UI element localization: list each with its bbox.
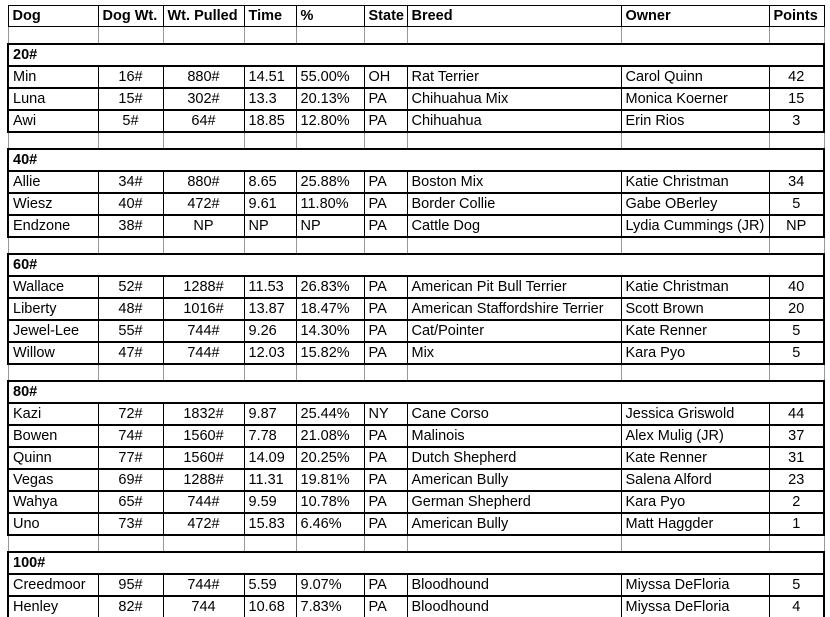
empty-cell bbox=[364, 132, 407, 149]
cell-dog: Bowen bbox=[8, 425, 98, 447]
cell-pct: 9.07% bbox=[296, 574, 364, 596]
cell-state: PA bbox=[364, 193, 407, 215]
table-row bbox=[8, 171, 824, 193]
cell-time: 14.51 bbox=[244, 66, 296, 88]
cell-points: 5 bbox=[769, 574, 824, 596]
cell-owner: Erin Rios bbox=[621, 110, 769, 132]
cell-pct: NP bbox=[296, 215, 364, 237]
cell-wt_pulled: 880# bbox=[163, 66, 244, 88]
cell-owner: Kate Renner bbox=[621, 447, 769, 469]
empty-cell bbox=[621, 364, 769, 381]
cell-state: PA bbox=[364, 447, 407, 469]
cell-time: 15.83 bbox=[244, 513, 296, 535]
section-row bbox=[8, 254, 824, 276]
empty-cell bbox=[769, 132, 824, 149]
cell-owner: Salena Alford bbox=[621, 469, 769, 491]
cell-owner: Carol Quinn bbox=[621, 66, 769, 88]
separator-row bbox=[8, 27, 824, 44]
empty-cell bbox=[244, 237, 296, 254]
empty-cell bbox=[8, 27, 98, 44]
empty-cell bbox=[769, 27, 824, 44]
cell-owner: Jessica Griswold bbox=[621, 403, 769, 425]
empty-cell bbox=[621, 132, 769, 149]
cell-dog_wt: 72# bbox=[98, 403, 163, 425]
cell-dog: Wahya bbox=[8, 491, 98, 513]
empty-cell bbox=[8, 132, 98, 149]
cell-time: 9.59 bbox=[244, 491, 296, 513]
column-header-dog: Dog bbox=[8, 6, 98, 27]
cell-points: 3 bbox=[769, 110, 824, 132]
section-label: 40# bbox=[8, 149, 824, 171]
cell-pct: 20.25% bbox=[296, 447, 364, 469]
cell-breed: American Staffordshire Terrier bbox=[407, 298, 621, 320]
cell-dog: Quinn bbox=[8, 447, 98, 469]
separator-row bbox=[8, 132, 824, 149]
section-label: 100# bbox=[8, 552, 824, 574]
empty-cell bbox=[621, 237, 769, 254]
cell-dog: Liberty bbox=[8, 298, 98, 320]
cell-state: PA bbox=[364, 469, 407, 491]
cell-time: 5.59 bbox=[244, 574, 296, 596]
section-label: 60# bbox=[8, 254, 824, 276]
cell-wt_pulled: 472# bbox=[163, 193, 244, 215]
section-row bbox=[8, 552, 824, 574]
cell-state: PA bbox=[364, 110, 407, 132]
cell-dog: Vegas bbox=[8, 469, 98, 491]
cell-points: 5 bbox=[769, 320, 824, 342]
table-row bbox=[8, 447, 824, 469]
empty-cell bbox=[244, 535, 296, 552]
cell-time: 9.61 bbox=[244, 193, 296, 215]
cell-time: 18.85 bbox=[244, 110, 296, 132]
cell-wt_pulled: 744# bbox=[163, 342, 244, 364]
table-row bbox=[8, 276, 824, 298]
empty-cell bbox=[163, 535, 244, 552]
column-header-wt_pulled: Wt. Pulled bbox=[163, 6, 244, 27]
cell-dog: Uno bbox=[8, 513, 98, 535]
cell-pct: 10.78% bbox=[296, 491, 364, 513]
cell-points: NP bbox=[769, 215, 824, 237]
cell-owner: Monica Koerner bbox=[621, 88, 769, 110]
empty-cell bbox=[244, 364, 296, 381]
cell-owner: Miyssa DeFloria bbox=[621, 596, 769, 617]
cell-pct: 21.08% bbox=[296, 425, 364, 447]
cell-dog_wt: 95# bbox=[98, 574, 163, 596]
cell-state: PA bbox=[364, 491, 407, 513]
cell-dog_wt: 52# bbox=[98, 276, 163, 298]
empty-cell bbox=[407, 132, 621, 149]
cell-state: OH bbox=[364, 66, 407, 88]
cell-dog: Wallace bbox=[8, 276, 98, 298]
section-row bbox=[8, 149, 824, 171]
empty-cell bbox=[8, 364, 98, 381]
empty-cell bbox=[407, 27, 621, 44]
cell-state: PA bbox=[364, 88, 407, 110]
table-row bbox=[8, 491, 824, 513]
empty-cell bbox=[8, 535, 98, 552]
empty-cell bbox=[98, 132, 163, 149]
section-row bbox=[8, 381, 824, 403]
table-row bbox=[8, 298, 824, 320]
column-header-dog_wt: Dog Wt. bbox=[98, 6, 163, 27]
cell-owner: Kara Pyo bbox=[621, 342, 769, 364]
cell-pct: 25.44% bbox=[296, 403, 364, 425]
empty-cell bbox=[364, 27, 407, 44]
cell-dog: Awi bbox=[8, 110, 98, 132]
empty-cell bbox=[98, 535, 163, 552]
empty-cell bbox=[407, 237, 621, 254]
empty-cell bbox=[407, 364, 621, 381]
cell-dog: Min bbox=[8, 66, 98, 88]
cell-breed: Cattle Dog bbox=[407, 215, 621, 237]
cell-dog_wt: 47# bbox=[98, 342, 163, 364]
cell-pct: 12.80% bbox=[296, 110, 364, 132]
empty-cell bbox=[98, 364, 163, 381]
cell-dog_wt: 34# bbox=[98, 171, 163, 193]
cell-pct: 19.81% bbox=[296, 469, 364, 491]
cell-dog_wt: 55# bbox=[98, 320, 163, 342]
cell-wt_pulled: 1560# bbox=[163, 447, 244, 469]
cell-owner: Katie Christman bbox=[621, 171, 769, 193]
cell-wt_pulled: 1288# bbox=[163, 469, 244, 491]
empty-cell bbox=[364, 535, 407, 552]
cell-wt_pulled: 472# bbox=[163, 513, 244, 535]
cell-time: 13.3 bbox=[244, 88, 296, 110]
empty-cell bbox=[621, 27, 769, 44]
cell-wt_pulled: 1288# bbox=[163, 276, 244, 298]
cell-dog_wt: 77# bbox=[98, 447, 163, 469]
cell-breed: German Shepherd bbox=[407, 491, 621, 513]
cell-owner: Lydia Cummings (JR) bbox=[621, 215, 769, 237]
cell-breed: Bloodhound bbox=[407, 574, 621, 596]
empty-cell bbox=[296, 535, 364, 552]
empty-cell bbox=[8, 237, 98, 254]
table-row bbox=[8, 425, 824, 447]
separator-row bbox=[8, 237, 824, 254]
cell-owner: Alex Mulig (JR) bbox=[621, 425, 769, 447]
cell-time: 7.78 bbox=[244, 425, 296, 447]
cell-pct: 7.83% bbox=[296, 596, 364, 617]
empty-cell bbox=[296, 27, 364, 44]
cell-state: PA bbox=[364, 215, 407, 237]
cell-owner: Miyssa DeFloria bbox=[621, 574, 769, 596]
cell-dog: Allie bbox=[8, 171, 98, 193]
cell-pct: 11.80% bbox=[296, 193, 364, 215]
cell-breed: Cane Corso bbox=[407, 403, 621, 425]
cell-state: PA bbox=[364, 171, 407, 193]
cell-breed: American Pit Bull Terrier bbox=[407, 276, 621, 298]
cell-time: 10.68 bbox=[244, 596, 296, 617]
empty-cell bbox=[244, 132, 296, 149]
cell-pct: 55.00% bbox=[296, 66, 364, 88]
cell-points: 20 bbox=[769, 298, 824, 320]
cell-points: 44 bbox=[769, 403, 824, 425]
cell-breed: American Bully bbox=[407, 513, 621, 535]
empty-cell bbox=[98, 27, 163, 44]
cell-dog: Willow bbox=[8, 342, 98, 364]
empty-cell bbox=[244, 27, 296, 44]
cell-points: 2 bbox=[769, 491, 824, 513]
cell-dog: Endzone bbox=[8, 215, 98, 237]
table-row bbox=[8, 193, 824, 215]
cell-points: 34 bbox=[769, 171, 824, 193]
cell-wt_pulled: NP bbox=[163, 215, 244, 237]
cell-owner: Kate Renner bbox=[621, 320, 769, 342]
cell-pct: 20.13% bbox=[296, 88, 364, 110]
cell-wt_pulled: 1560# bbox=[163, 425, 244, 447]
cell-wt_pulled: 302# bbox=[163, 88, 244, 110]
table-row bbox=[8, 596, 824, 617]
cell-pct: 26.83% bbox=[296, 276, 364, 298]
cell-points: 23 bbox=[769, 469, 824, 491]
column-header-state: State bbox=[364, 6, 407, 27]
cell-breed: Mix bbox=[407, 342, 621, 364]
cell-dog_wt: 15# bbox=[98, 88, 163, 110]
cell-owner: Gabe OBerley bbox=[621, 193, 769, 215]
cell-breed: American Bully bbox=[407, 469, 621, 491]
cell-state: PA bbox=[364, 320, 407, 342]
cell-breed: Chihuahua Mix bbox=[407, 88, 621, 110]
cell-wt_pulled: 880# bbox=[163, 171, 244, 193]
cell-state: PA bbox=[364, 276, 407, 298]
separator-row bbox=[8, 535, 824, 552]
cell-points: 42 bbox=[769, 66, 824, 88]
cell-state: PA bbox=[364, 342, 407, 364]
cell-points: 4 bbox=[769, 596, 824, 617]
cell-state: NY bbox=[364, 403, 407, 425]
cell-wt_pulled: 64# bbox=[163, 110, 244, 132]
cell-dog: Kazi bbox=[8, 403, 98, 425]
cell-breed: Rat Terrier bbox=[407, 66, 621, 88]
cell-breed: Border Collie bbox=[407, 193, 621, 215]
cell-points: 15 bbox=[769, 88, 824, 110]
empty-cell bbox=[296, 364, 364, 381]
cell-time: 11.31 bbox=[244, 469, 296, 491]
table-row bbox=[8, 574, 824, 596]
cell-breed: Boston Mix bbox=[407, 171, 621, 193]
empty-cell bbox=[769, 535, 824, 552]
cell-points: 1 bbox=[769, 513, 824, 535]
cell-points: 37 bbox=[769, 425, 824, 447]
cell-dog: Creedmoor bbox=[8, 574, 98, 596]
cell-breed: Malinois bbox=[407, 425, 621, 447]
cell-points: 31 bbox=[769, 447, 824, 469]
empty-cell bbox=[769, 364, 824, 381]
table-row bbox=[8, 342, 824, 364]
cell-pct: 6.46% bbox=[296, 513, 364, 535]
cell-time: 12.03 bbox=[244, 342, 296, 364]
cell-state: PA bbox=[364, 425, 407, 447]
empty-cell bbox=[163, 237, 244, 254]
cell-breed: Chihuahua bbox=[407, 110, 621, 132]
column-header-points: Points bbox=[769, 6, 824, 27]
cell-dog_wt: 69# bbox=[98, 469, 163, 491]
cell-dog: Jewel-Lee bbox=[8, 320, 98, 342]
empty-cell bbox=[364, 237, 407, 254]
cell-dog_wt: 65# bbox=[98, 491, 163, 513]
results-table bbox=[7, 5, 825, 617]
section-row bbox=[8, 44, 824, 66]
cell-pct: 15.82% bbox=[296, 342, 364, 364]
cell-dog_wt: 73# bbox=[98, 513, 163, 535]
cell-state: PA bbox=[364, 298, 407, 320]
cell-time: 9.87 bbox=[244, 403, 296, 425]
cell-state: PA bbox=[364, 513, 407, 535]
table-row bbox=[8, 320, 824, 342]
cell-dog_wt: 74# bbox=[98, 425, 163, 447]
empty-cell bbox=[364, 364, 407, 381]
empty-cell bbox=[296, 237, 364, 254]
table-row bbox=[8, 110, 824, 132]
empty-cell bbox=[769, 237, 824, 254]
cell-time: 14.09 bbox=[244, 447, 296, 469]
section-label: 80# bbox=[8, 381, 824, 403]
header-row bbox=[8, 6, 824, 27]
cell-dog_wt: 40# bbox=[98, 193, 163, 215]
column-header-time: Time bbox=[244, 6, 296, 27]
column-header-owner: Owner bbox=[621, 6, 769, 27]
table-row bbox=[8, 66, 824, 88]
empty-cell bbox=[163, 27, 244, 44]
cell-wt_pulled: 744# bbox=[163, 574, 244, 596]
empty-cell bbox=[163, 132, 244, 149]
cell-time: 13.87 bbox=[244, 298, 296, 320]
cell-dog_wt: 5# bbox=[98, 110, 163, 132]
cell-dog_wt: 48# bbox=[98, 298, 163, 320]
separator-row bbox=[8, 364, 824, 381]
empty-cell bbox=[621, 535, 769, 552]
table-row bbox=[8, 403, 824, 425]
cell-wt_pulled: 744# bbox=[163, 320, 244, 342]
cell-dog: Luna bbox=[8, 88, 98, 110]
empty-cell bbox=[163, 364, 244, 381]
cell-owner: Matt Haggder bbox=[621, 513, 769, 535]
cell-owner: Kara Pyo bbox=[621, 491, 769, 513]
cell-pct: 25.88% bbox=[296, 171, 364, 193]
cell-breed: Cat/Pointer bbox=[407, 320, 621, 342]
cell-state: PA bbox=[364, 574, 407, 596]
cell-dog_wt: 82# bbox=[98, 596, 163, 617]
cell-pct: 14.30% bbox=[296, 320, 364, 342]
column-header-pct: % bbox=[296, 6, 364, 27]
cell-dog_wt: 38# bbox=[98, 215, 163, 237]
empty-cell bbox=[407, 535, 621, 552]
empty-cell bbox=[296, 132, 364, 149]
cell-wt_pulled: 1832# bbox=[163, 403, 244, 425]
cell-time: 9.26 bbox=[244, 320, 296, 342]
cell-dog: Wiesz bbox=[8, 193, 98, 215]
cell-time: NP bbox=[244, 215, 296, 237]
cell-breed: Dutch Shepherd bbox=[407, 447, 621, 469]
cell-wt_pulled: 744 bbox=[163, 596, 244, 617]
cell-time: 8.65 bbox=[244, 171, 296, 193]
table-header bbox=[8, 6, 824, 27]
cell-points: 5 bbox=[769, 193, 824, 215]
section-label: 20# bbox=[8, 44, 824, 66]
table-body bbox=[8, 27, 824, 617]
empty-cell bbox=[98, 237, 163, 254]
cell-breed: Bloodhound bbox=[407, 596, 621, 617]
cell-wt_pulled: 744# bbox=[163, 491, 244, 513]
cell-dog_wt: 16# bbox=[98, 66, 163, 88]
column-header-breed: Breed bbox=[407, 6, 621, 27]
cell-points: 5 bbox=[769, 342, 824, 364]
cell-dog: Henley bbox=[8, 596, 98, 617]
cell-state: PA bbox=[364, 596, 407, 617]
table-row bbox=[8, 88, 824, 110]
cell-wt_pulled: 1016# bbox=[163, 298, 244, 320]
cell-pct: 18.47% bbox=[296, 298, 364, 320]
table-row bbox=[8, 513, 824, 535]
cell-owner: Katie Christman bbox=[621, 276, 769, 298]
cell-owner: Scott Brown bbox=[621, 298, 769, 320]
cell-points: 40 bbox=[769, 276, 824, 298]
table-row bbox=[8, 215, 824, 237]
table-row bbox=[8, 469, 824, 491]
cell-time: 11.53 bbox=[244, 276, 296, 298]
